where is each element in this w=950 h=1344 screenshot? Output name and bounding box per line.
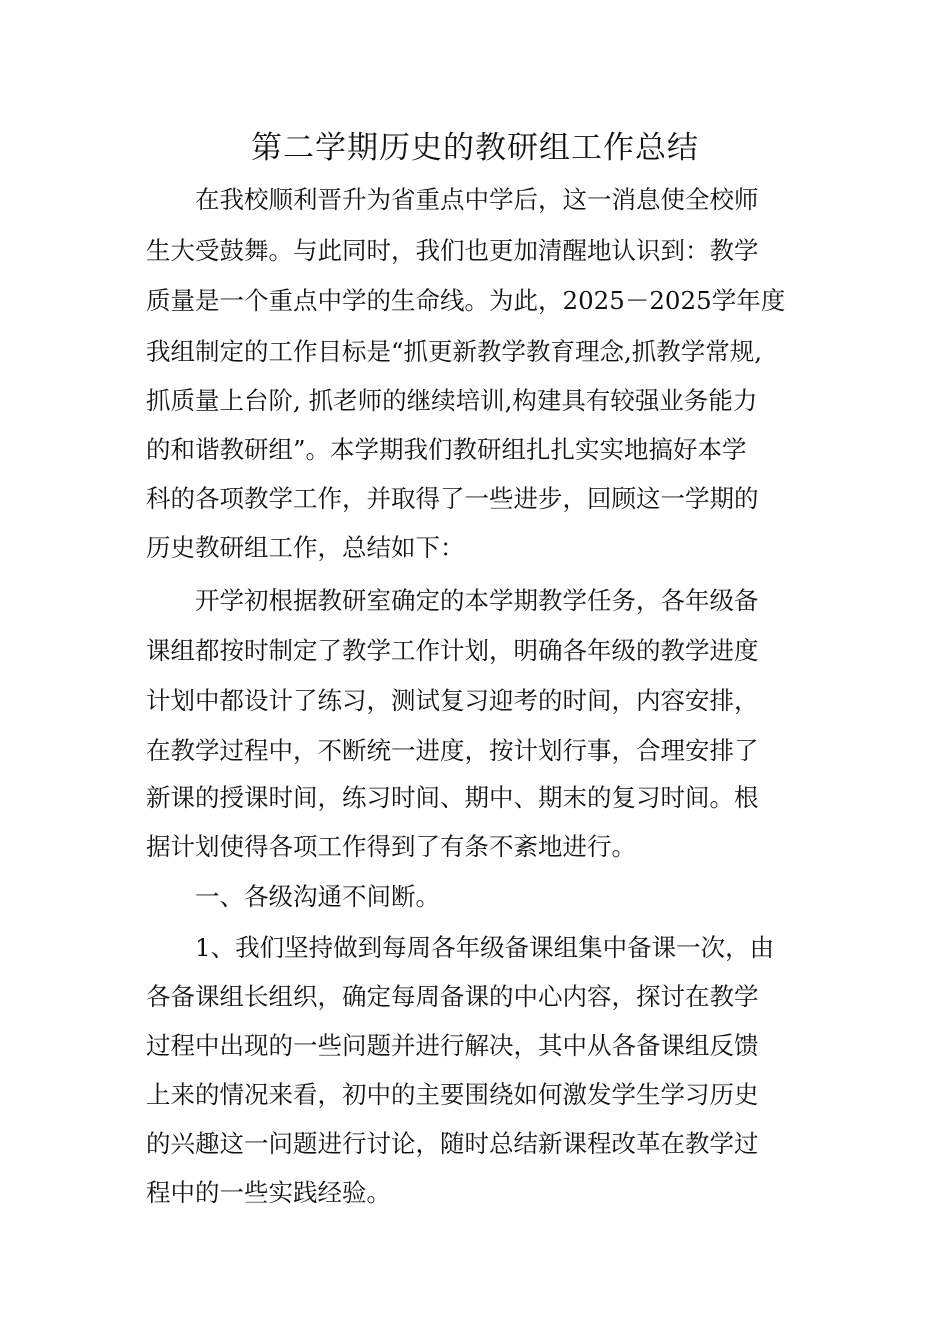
- text-line: 上来的情况来看，初中的主要围绕如何激发学生学习历史: [146, 1080, 759, 1109]
- text-line: 计划中都设计了练习，测试复习迎考的时间，内容安排，: [146, 686, 759, 715]
- text-line: 的和谐教研组”。本学期我们教研组扎扎实实地搞好本学: [146, 435, 747, 464]
- text-line: 我组制定的工作目标是“抓更新教学教育理念,抓教学常规,: [146, 337, 763, 366]
- text-line: 课组都按时制定了教学工作计划，明确各年级的教学进度: [146, 636, 759, 665]
- text-line: 历史教研组工作，总结如下：: [146, 533, 465, 562]
- text-line: 程中的一些实践经验。: [146, 1178, 391, 1207]
- text-line: 质量是一个重点中学的生命线。为此，2025－2025学年度: [146, 286, 786, 315]
- text-line: 在教学过程中，不断统一进度，按计划行事，合理安排了: [146, 736, 759, 765]
- text-line: 过程中出现的一些问题并进行解决，其中从各备课组反馈: [146, 1031, 759, 1060]
- text-line: 新课的授课时间，练习时间、期中、期末的复习时间。根: [146, 783, 759, 812]
- section-heading: 一、各级沟通不间断。: [146, 882, 440, 911]
- text-line: 在我校顺利晋升为省重点中学后，这一消息使全校师: [146, 185, 759, 214]
- text-line: 各备课组长组织，确定每周备课的中心内容，探讨在教学: [146, 982, 759, 1011]
- text-line: 抓质量上台阶, 抓老师的继续培训,构建具有较强业务能力: [146, 386, 758, 415]
- document-title: 第二学期历史的教研组工作总结: [251, 130, 699, 166]
- text-line: 开学初根据教研室确定的本学期教学任务，各年级备: [146, 586, 759, 615]
- text-line: 据计划使得各项工作得到了有条不紊地进行。: [146, 832, 636, 861]
- text-line: 科的各项教学工作，并取得了一些进步，回顾这一学期的: [146, 484, 759, 513]
- text-line: 生大受鼓舞。与此同时，我们也更加清醒地认识到：教学: [146, 236, 759, 265]
- text-line: 1、我们坚持做到每周各年级备课组集中备课一次，由: [146, 933, 775, 962]
- text-line: 的兴趣这一问题进行讨论，随时总结新课程改革在教学过: [146, 1129, 759, 1158]
